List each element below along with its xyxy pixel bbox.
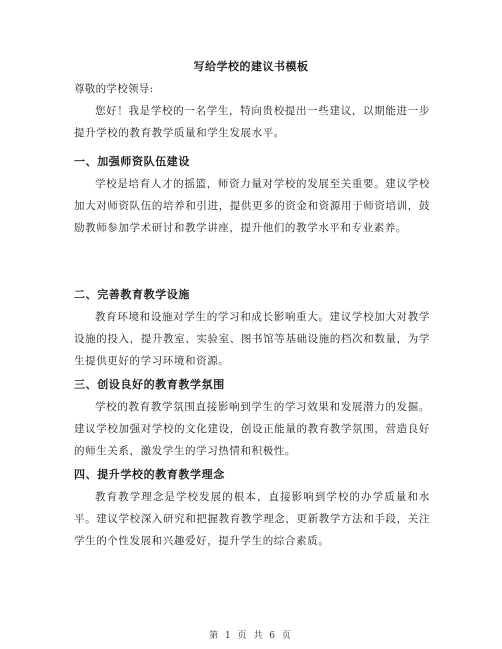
intro-paragraph: 您好！我是学校的一名学生，特向贵校提出一些建议，以期能进一步提升学校的教育教学质量和学生发展水平。 <box>74 105 430 139</box>
section-3-heading: 三、创设良好的教育教学氛围 <box>74 378 225 391</box>
section-1-heading: 一、加强师资队伍建设 <box>74 155 190 168</box>
page-footer: 第 1 页 共 6 页 <box>209 631 293 641</box>
greeting: 尊敬的学校领导: <box>74 83 154 95</box>
section-1-body: 学校是培育人才的摇篮，师资力量对学校的发展至关重要。建议学校加大对师资队伍的培养和引进，提供更多的资金和资源用于师资培训，鼓励教师参加学术研讨和教学讲座，提升他们的教学水平和专业素养。 <box>74 178 430 234</box>
document-title: 写给学校的建议书模板 <box>193 60 309 73</box>
section-4-heading: 四、提升学校的教育教学理念 <box>74 468 225 481</box>
section-3-body: 学校的教育教学氛围直接影响到学生的学习效果和发展潜力的发掘。建议学校加强对学校的文化建设，创设正能量的教育教学氛围，营造良好的师生关系，激发学生的学习热情和积极性。 <box>74 401 430 457</box>
section-2-body: 教育环境和设施对学生的学习和成长影响重大。建议学校加大对教学设施的投入，提升教室、实验室、图书馆等基础设施的档次和数量，为学生提供更好的学习环境和资源。 <box>74 311 430 367</box>
section-2-heading: 二、完善教育教学设施 <box>74 288 190 301</box>
section-4-body: 教育教学理念是学校发展的根本，直接影响到学校的办学质量和水平。建议学校深入研究和把握教育教学理念，更新教学方法和手段，关注学生的个性发展和兴趣爱好，提升学生的综合素质。 <box>74 491 430 547</box>
